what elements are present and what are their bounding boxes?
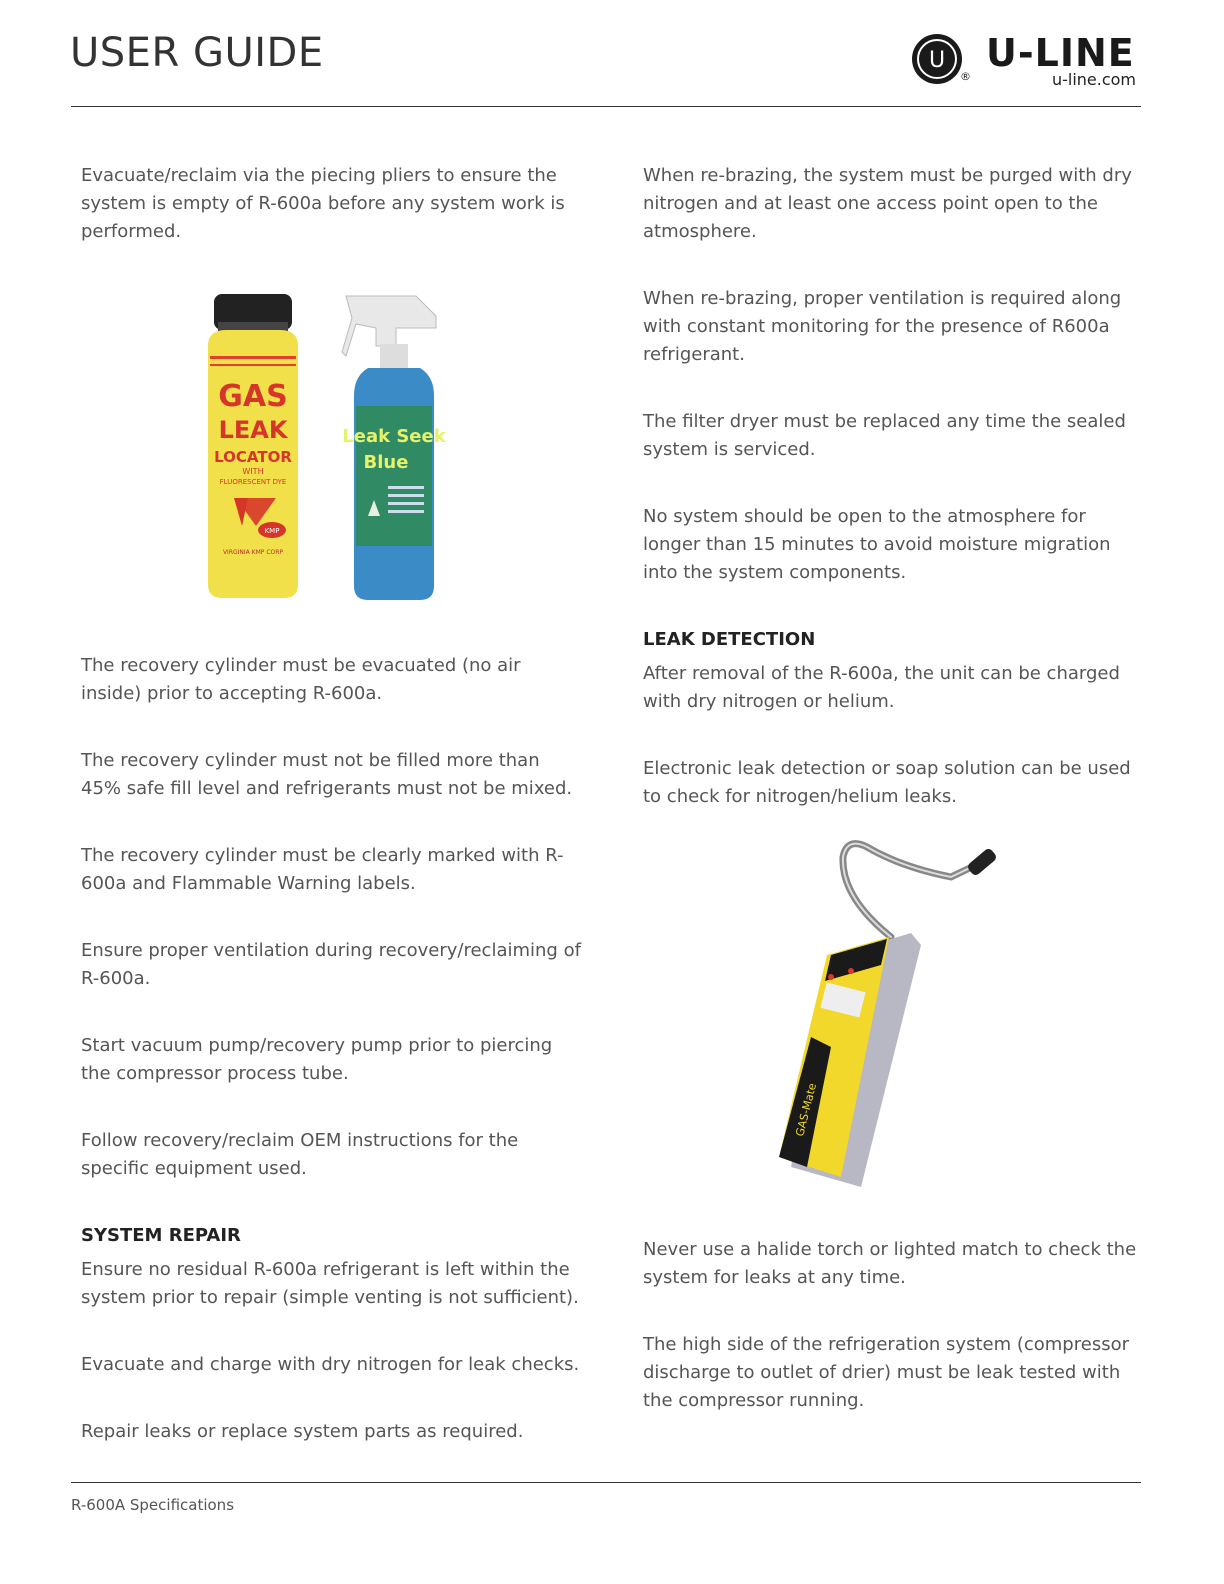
leak-locator-products-image bbox=[196, 286, 576, 616]
detector-label-text: GAS-Mate bbox=[793, 1081, 820, 1138]
paragraph-cylinder-evacuated: The recovery cylinder must be evacuated (no air inside) prior to accepting R-600a. bbox=[81, 655, 521, 704]
brand-url[interactable]: u-line.com bbox=[1051, 70, 1136, 89]
bottle-text-maker: VIRGINIA KMP CORP bbox=[222, 549, 284, 556]
paragraph-never-halide-torch: Never use a halide torch or lighted match to check the system for leaks at any time. bbox=[643, 1239, 1137, 1288]
right-column bbox=[643, 162, 1143, 1415]
logo-letter: U bbox=[928, 48, 946, 73]
gas-mate-detector bbox=[779, 844, 998, 1187]
logo-mark-icon bbox=[910, 32, 964, 86]
leak-seek-blue-bottle bbox=[342, 296, 447, 600]
left-column bbox=[81, 162, 581, 1446]
footer-divider bbox=[71, 1482, 1141, 1483]
paragraph-electronic-detection: Electronic leak detection or soap solution can be used to check for nitrogen/helium leaks. bbox=[643, 758, 1131, 807]
electronic-leak-detector-image bbox=[771, 837, 1011, 1187]
paragraph-repair-leaks: Repair leaks or replace system parts as required. bbox=[81, 1421, 524, 1442]
paragraph-ventilation-recovery: Ensure proper ventilation during recovery/reclaiming of R-600a. bbox=[81, 940, 581, 989]
bottle-text-locator: LOCATOR bbox=[214, 448, 292, 466]
paragraph-charge-nitrogen: Evacuate and charge with dry nitrogen for leak checks. bbox=[81, 1354, 580, 1375]
gas-leak-locator-bottle bbox=[208, 294, 298, 598]
bottle-text-blue: Blue bbox=[363, 452, 409, 473]
paragraph-cylinder-marked: The recovery cylinder must be clearly marked with R-600a and Flammable Warning labels. bbox=[81, 845, 564, 894]
heading-leak-detection: LEAK DETECTION bbox=[643, 629, 816, 650]
heading-system-repair: SYSTEM REPAIR bbox=[81, 1225, 241, 1246]
paragraph-no-residual: Ensure no residual R-600a refrigerant is left within the system prior to repair (simple venting is not sufficient). bbox=[81, 1259, 579, 1308]
paragraph-rebrazing-ventilation: When re-brazing, proper ventilation is required along with constant monitoring for the presence of R600a refrigerant. bbox=[643, 288, 1122, 365]
paragraph-rebrazing-purge: When re-brazing, the system must be purged with dry nitrogen and at least one access point open to the atmosphere. bbox=[643, 165, 1132, 242]
bottle-text-with: WITH bbox=[242, 467, 264, 476]
footer-text: R-600A Specifications bbox=[71, 1496, 235, 1514]
paragraph-cylinder-fill-level: The recovery cylinder must not be filled more than 45% safe fill level and refrigerants must not be mixed. bbox=[81, 750, 573, 799]
paragraph-start-vacuum-pump: Start vacuum pump/recovery pump prior to piercing the compressor process tube. bbox=[81, 1035, 553, 1084]
brand-name: U-LINE bbox=[986, 31, 1135, 75]
bottle-text-gas: GAS bbox=[218, 379, 288, 414]
brand-logo[interactable] bbox=[910, 30, 1142, 92]
paragraph-follow-oem: Follow recovery/reclaim OEM instructions for the specific equipment used. bbox=[81, 1130, 519, 1179]
paragraph-evacuate-reclaim: Evacuate/reclaim via the piecing pliers to ensure the system is empty of R-600a before any system work is performed. bbox=[81, 165, 565, 242]
page-title: USER GUIDE bbox=[70, 30, 324, 76]
paragraph-high-side-test: The high side of the refrigeration system (compressor discharge to outlet of drier) must be leak tested with the compressor running. bbox=[643, 1334, 1129, 1411]
header-divider bbox=[71, 106, 1141, 107]
bottle-text-leak: LEAK bbox=[218, 416, 288, 444]
paragraph-open-atmosphere: No system should be open to the atmosphere for longer than 15 minutes to avoid moisture migration into the system components. bbox=[643, 506, 1111, 583]
paragraph-charge-nitrogen-helium: After removal of the R-600a, the unit can be charged with dry nitrogen or helium. bbox=[643, 663, 1120, 712]
bottle-text-dye: FLUORESCENT DYE bbox=[219, 478, 287, 486]
bottle-text-kmp: KMP bbox=[264, 527, 280, 535]
registered-mark: ® bbox=[960, 70, 971, 83]
paragraph-filter-dryer: The filter dryer must be replaced any time the sealed system is serviced. bbox=[643, 411, 1126, 460]
bottle-text-leak-seek: Leak Seek bbox=[342, 426, 446, 447]
